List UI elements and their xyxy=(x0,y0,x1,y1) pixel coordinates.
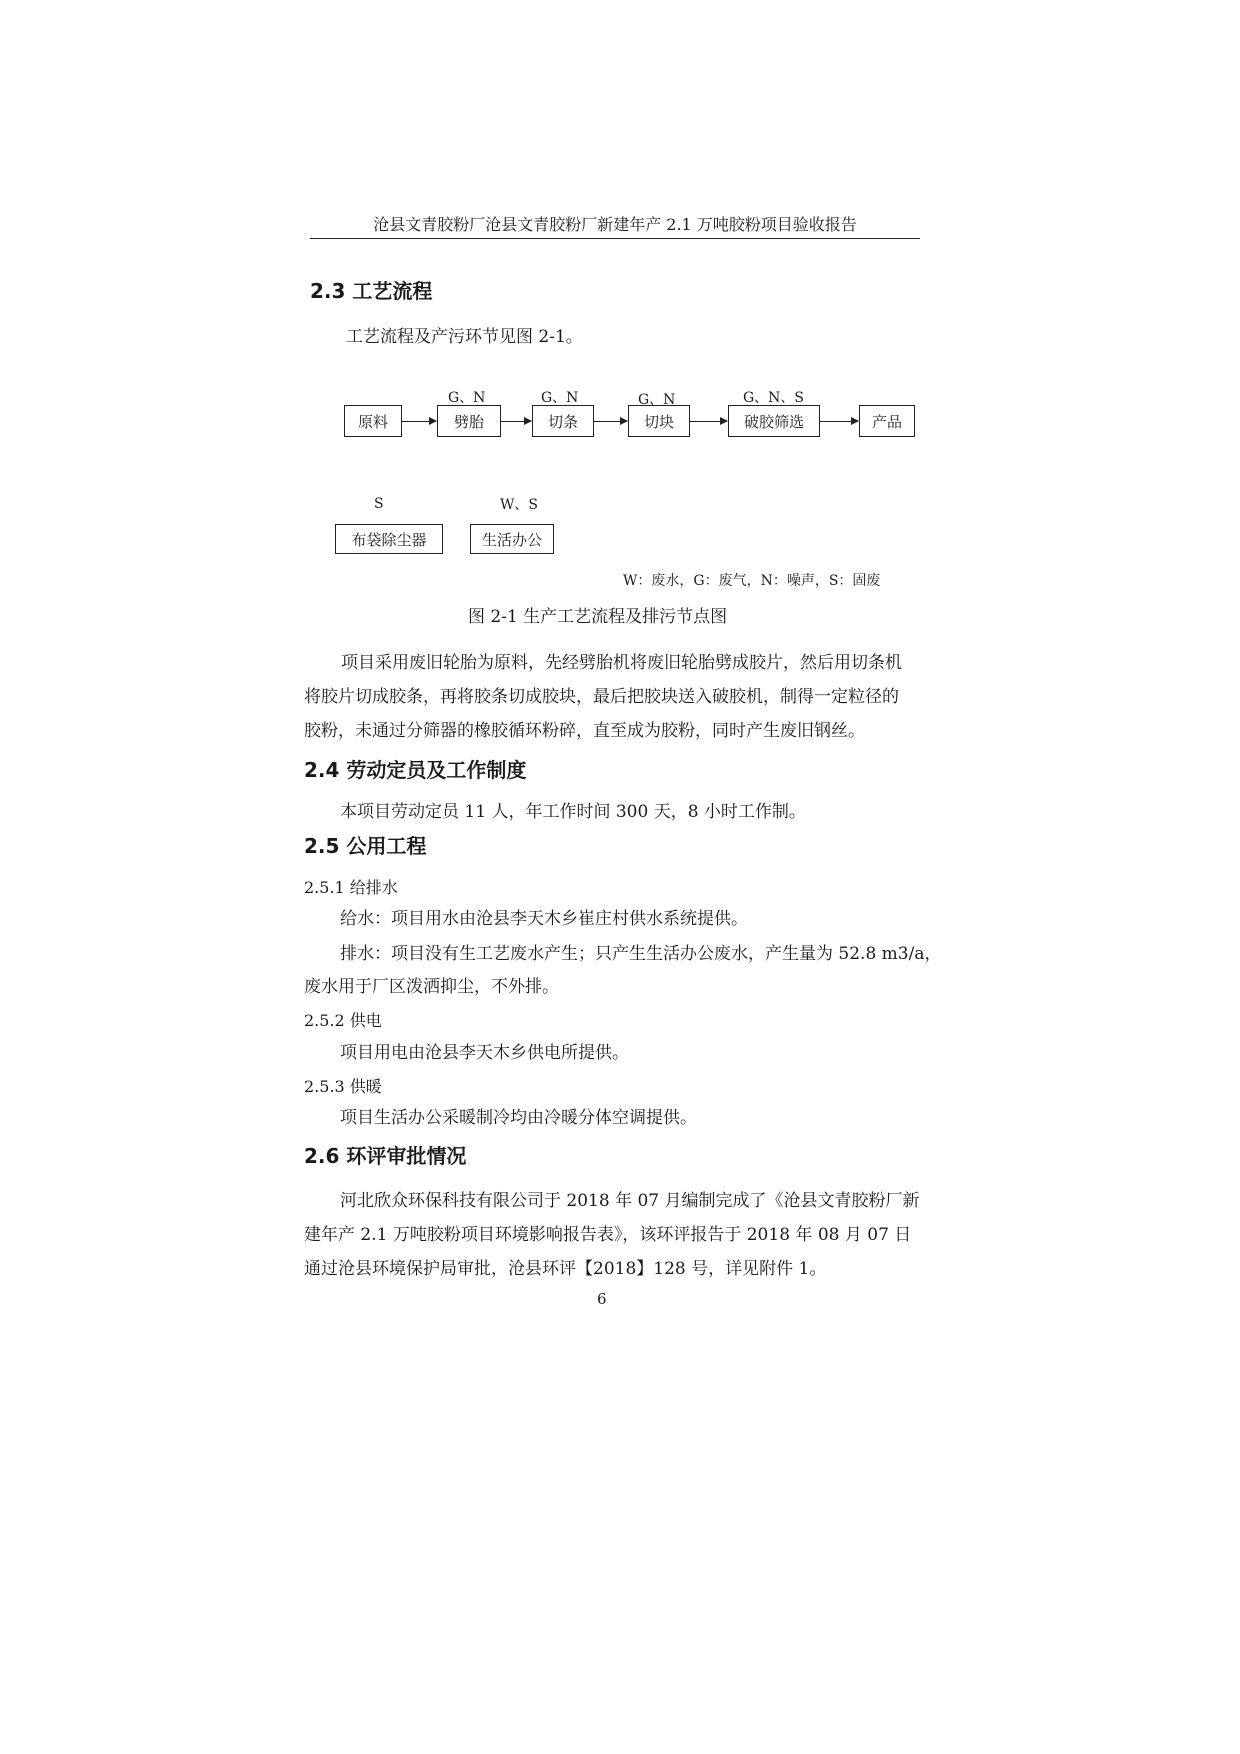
label-block-pollutants: G、N xyxy=(638,392,676,408)
section-2-5-1-heading: 2.5.1 给排水 xyxy=(304,878,398,897)
section-2-4-text: 本项目劳动定员 11 人，年工作时间 300 天，8 小时工作制。 xyxy=(340,802,806,822)
label-crush-pollutants: G、N、S xyxy=(743,390,805,406)
label-split-pollutants: G、N xyxy=(448,390,486,406)
section-2-3-heading: 2.3 工艺流程 xyxy=(310,279,433,303)
box-raw-material: 原料 xyxy=(344,405,402,437)
figure-caption: 图 2-1 生产工艺流程及排污节点图 xyxy=(468,607,728,627)
label-bag-pollutants: S xyxy=(374,496,384,512)
water-supply-text: 给水：项目用水由沧县李天木乡崔庄村供水系统提供。 xyxy=(340,909,748,929)
eia-paragraph-line-1: 河北欣众环保科技有限公司于 2018 年 07 月编制完成了《沧县文青胶粉厂新 xyxy=(340,1191,920,1211)
arrow-split-to-strip xyxy=(501,421,531,422)
section-2-5-heading: 2.5 公用工程 xyxy=(304,834,427,858)
section-2-4-heading: 2.4 劳动定员及工作制度 xyxy=(304,758,527,782)
drainage-text-line-1: 排水：项目没有生工艺废水产生；只产生生活办公废水，产生量为 52.8 m3/a， xyxy=(340,944,942,964)
box-bag-dust-collector: 布袋除尘器 xyxy=(335,524,443,554)
process-paragraph-line-1: 项目采用废旧轮胎为原料，先经劈胎机将废旧轮胎劈成胶片，然后用切条机 xyxy=(341,653,902,673)
label-office-pollutants: W、S xyxy=(500,497,538,513)
drainage-text-line-2: 废水用于厂区泼洒抑尘，不外排。 xyxy=(304,977,559,997)
eia-paragraph-line-3: 通过沧县环境保护局审批，沧县环评【2018】128 号，详见附件 1。 xyxy=(304,1259,827,1279)
section-2-5-3-heading: 2.5.3 供暖 xyxy=(304,1077,382,1096)
arrow-strip-to-block xyxy=(594,421,627,422)
header-rule xyxy=(310,238,920,239)
arrow-crush-to-product xyxy=(820,421,858,422)
label-strip-pollutants: G、N xyxy=(541,390,579,406)
arrow-block-to-crush xyxy=(690,421,727,422)
process-paragraph-line-2: 将胶片切成胶条，再将胶条切成胶块，最后把胶块送入破胶机，制得一定粒径的 xyxy=(304,687,899,707)
section-2-3-intro: 工艺流程及产污环节见图 2-1。 xyxy=(346,327,583,347)
eia-paragraph-line-2: 建年产 2.1 万吨胶粉项目环境影响报告表》，该环评报告于 2018 年 08 月 07 日 xyxy=(304,1225,912,1245)
box-block-cutting: 切块 xyxy=(628,405,690,437)
box-tire-splitting: 劈胎 xyxy=(437,405,501,437)
heating-text: 项目生活办公采暖制冷均由冷暖分体空调提供。 xyxy=(340,1108,697,1128)
box-office-living: 生活办公 xyxy=(470,524,554,554)
box-crushing-screening: 破胶筛选 xyxy=(728,405,820,437)
box-product: 产品 xyxy=(859,405,915,437)
process-paragraph-line-3: 胶粉，未通过分筛器的橡胶循环粉碎，直至成为胶粉，同时产生废旧钢丝。 xyxy=(304,721,865,741)
box-strip-cutting: 切条 xyxy=(532,405,594,437)
page-number: 6 xyxy=(597,1290,607,1308)
power-supply-text: 项目用电由沧县李天木乡供电所提供。 xyxy=(340,1043,629,1063)
page-header: 沧县文青胶粉厂沧县文青胶粉厂新建年产 2.1 万吨胶粉项目验收报告 xyxy=(373,215,857,234)
section-2-5-2-heading: 2.5.2 供电 xyxy=(304,1011,382,1030)
arrow-raw-to-split xyxy=(402,421,436,422)
section-2-6-heading: 2.6 环评审批情况 xyxy=(304,1144,467,1168)
diagram-legend: W：废水，G：废气，N：噪声，S：固废 xyxy=(623,573,881,589)
